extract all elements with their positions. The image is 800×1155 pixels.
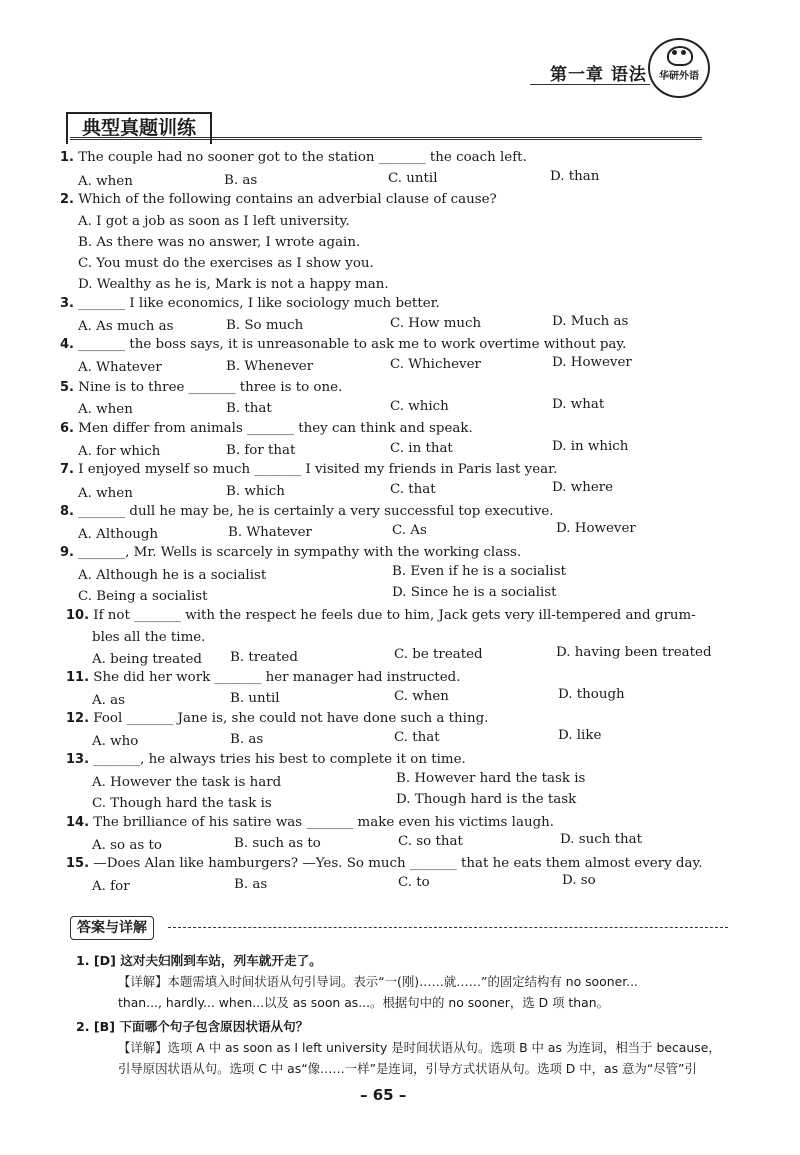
question-stem: She did her work _______ her manager had instructed. bbox=[93, 670, 461, 685]
option: D. Since he is a socialist bbox=[392, 585, 557, 600]
option: B. treated bbox=[230, 650, 298, 665]
option: B. for that bbox=[226, 443, 296, 458]
frog-icon bbox=[667, 46, 693, 66]
question-stem: I enjoyed myself so much _______ I visited my friends in Paris last year. bbox=[78, 462, 558, 477]
option: B. as bbox=[234, 877, 268, 892]
question-number: 13. bbox=[66, 752, 90, 767]
option: D. like bbox=[558, 728, 602, 743]
question bbox=[60, 504, 554, 519]
question-stem: _______, he always tries his best to complete it on time. bbox=[93, 752, 466, 767]
brand-logo bbox=[648, 38, 710, 98]
question bbox=[60, 380, 342, 395]
option: D. than bbox=[550, 169, 600, 184]
option: C. As bbox=[392, 523, 427, 538]
question-stem: Fool _______ Jane is, she could not have done such a thing. bbox=[93, 711, 489, 726]
question-number: 2. bbox=[60, 192, 74, 207]
option: D. such that bbox=[560, 832, 643, 847]
question-stem: The brilliance of his satire was _______ make even his victims laugh. bbox=[93, 815, 555, 830]
option: B. Even if he is a socialist bbox=[392, 564, 566, 579]
option: A. when bbox=[78, 402, 133, 417]
option: B. such as to bbox=[234, 836, 321, 851]
option: B. that bbox=[226, 401, 272, 416]
question-stem: _______ I like economics, I like sociology much better. bbox=[78, 296, 440, 311]
option: C. in that bbox=[390, 441, 453, 456]
option: A. being treated bbox=[92, 652, 202, 667]
answers-divider bbox=[168, 927, 728, 928]
question-number: 5. bbox=[60, 380, 74, 395]
chapter-title: 第一章 语法 bbox=[550, 65, 647, 85]
option: A. Whatever bbox=[78, 360, 162, 375]
option: C. that bbox=[394, 730, 440, 745]
option: A. so as to bbox=[92, 838, 162, 853]
question-stem: —Does Alan like hamburgers? —Yes. So much _______ that he eats them almost every day. bbox=[93, 856, 703, 871]
question-stem: If not _______ with the respect he feels due to him, Jack gets very ill-tempered and grum- bbox=[93, 608, 696, 623]
question bbox=[66, 856, 703, 871]
question-number: 15. bbox=[66, 856, 90, 871]
option: C. that bbox=[390, 482, 436, 497]
page-header bbox=[530, 52, 760, 92]
question-number: 1. bbox=[60, 150, 74, 165]
question bbox=[60, 462, 557, 477]
answers-title: 答案与详解 bbox=[70, 916, 154, 940]
question-number: 3. bbox=[60, 296, 74, 311]
question-stem: _______, Mr. Wells is scarcely in sympathy with the working class. bbox=[78, 545, 522, 560]
option: C. until bbox=[388, 171, 438, 186]
question bbox=[60, 150, 527, 165]
question-stem: Which of the following contains an adverbial clause of cause? bbox=[78, 192, 497, 207]
question-number: 7. bbox=[60, 462, 74, 477]
option: A. for which bbox=[78, 444, 161, 459]
answer-explanation-line: 【详解】本题需填入时间状语从句引导词。表示“一(刚)……就……”的固定结构有 no sooner... bbox=[118, 974, 638, 989]
question bbox=[60, 192, 497, 207]
question bbox=[66, 752, 466, 767]
option: B. which bbox=[226, 484, 285, 499]
frog-eye-left bbox=[672, 50, 677, 55]
option: A. As much as bbox=[78, 319, 174, 334]
frog-eye-right bbox=[681, 50, 686, 55]
question bbox=[66, 608, 696, 623]
question-stem-continued: bles all the time. bbox=[92, 630, 206, 645]
option: D. in which bbox=[552, 439, 629, 454]
answer-explanation-line: than..., hardly... when...以及 as soon as...。根据句中的 no sooner，选 D 项 than。 bbox=[118, 995, 609, 1010]
question-number: 10. bbox=[66, 608, 90, 623]
header-rule bbox=[530, 84, 650, 85]
page-number: – 65 – bbox=[360, 1086, 407, 1104]
question bbox=[60, 337, 626, 352]
option: C. Though hard the task is bbox=[92, 796, 272, 811]
option: A. for bbox=[92, 879, 130, 894]
option: D. However bbox=[552, 355, 632, 370]
option: A. I got a job as soon as I left university. bbox=[78, 214, 350, 229]
option: C. to bbox=[398, 875, 430, 890]
option: A. when bbox=[78, 174, 133, 189]
question bbox=[66, 815, 554, 830]
question-number: 9. bbox=[60, 545, 74, 560]
question-stem: _______ dull he may be, he is certainly a very successful top executive. bbox=[78, 504, 554, 519]
option: C. so that bbox=[398, 834, 463, 849]
question-number: 8. bbox=[60, 504, 74, 519]
option: B. as bbox=[230, 732, 264, 747]
option: B. However hard the task is bbox=[396, 771, 586, 786]
section-divider bbox=[70, 137, 702, 140]
option: C. when bbox=[394, 689, 449, 704]
answer-explanation-line: 【详解】选项 A 中 as soon as I left university 是时间状语从句。选项 B 中 as 为连词，相当于 because， bbox=[118, 1040, 721, 1055]
option: A. However the task is hard bbox=[92, 775, 282, 790]
question-stem: _______ the boss says, it is unreasonable to ask me to work overtime without pay. bbox=[78, 337, 627, 352]
option: D. though bbox=[558, 687, 625, 702]
option: D. having been treated bbox=[556, 645, 712, 660]
logo-text: 华研外语 bbox=[659, 71, 699, 82]
option: D. Wealthy as he is, Mark is not a happy man. bbox=[78, 277, 389, 292]
option: D. Though hard is the task bbox=[396, 792, 577, 807]
option: A. who bbox=[92, 734, 139, 749]
question bbox=[60, 545, 521, 560]
question bbox=[60, 421, 473, 436]
option: A. as bbox=[92, 693, 126, 708]
option: D. Much as bbox=[552, 314, 629, 329]
option: C. Being a socialist bbox=[78, 589, 208, 604]
option: B. So much bbox=[226, 318, 304, 333]
answer-heading: 1. [D] 这对夫妇刚到车站，列车就开走了。 bbox=[76, 953, 322, 968]
option: C. which bbox=[390, 399, 449, 414]
question-stem: Men differ from animals _______ they can think and speak. bbox=[78, 421, 473, 436]
option: A. Although he is a socialist bbox=[78, 568, 267, 583]
option: C. be treated bbox=[394, 647, 483, 662]
question-stem: Nine is to three _______ three is to one. bbox=[78, 380, 343, 395]
question bbox=[60, 296, 440, 311]
question-number: 4. bbox=[60, 337, 74, 352]
option: B. Whatever bbox=[228, 525, 312, 540]
option: D. where bbox=[552, 480, 614, 495]
option: B. as bbox=[224, 173, 258, 188]
option: A. Although bbox=[78, 527, 159, 542]
answer-explanation-line: 引导原因状语从句。选项 C 中 as“像……一样”是连词，引导方式状语从句。选项 D 中，as 意为“尽管”引 bbox=[118, 1061, 697, 1076]
question bbox=[66, 711, 488, 726]
question-number: 6. bbox=[60, 421, 74, 436]
option: C. Whichever bbox=[390, 357, 481, 372]
question bbox=[66, 670, 461, 685]
question-number: 11. bbox=[66, 670, 90, 685]
question-stem: The couple had no sooner got to the station _______ the coach left. bbox=[78, 150, 527, 165]
option: B. Whenever bbox=[226, 359, 314, 374]
option: D. However bbox=[556, 521, 636, 536]
option: D. so bbox=[562, 873, 596, 888]
answer-heading: 2. [B] 下面哪个句子包含原因状语从句？ bbox=[76, 1019, 309, 1034]
option: B. until bbox=[230, 691, 280, 706]
question-number: 14. bbox=[66, 815, 90, 830]
option: B. As there was no answer, I wrote again. bbox=[78, 235, 361, 250]
option: C. How much bbox=[390, 316, 482, 331]
section-title: 典型真题训练 bbox=[66, 112, 212, 144]
question-number: 12. bbox=[66, 711, 90, 726]
option: C. You must do the exercises as I show you. bbox=[78, 256, 374, 271]
option: D. what bbox=[552, 397, 605, 412]
option: A. when bbox=[78, 486, 133, 501]
